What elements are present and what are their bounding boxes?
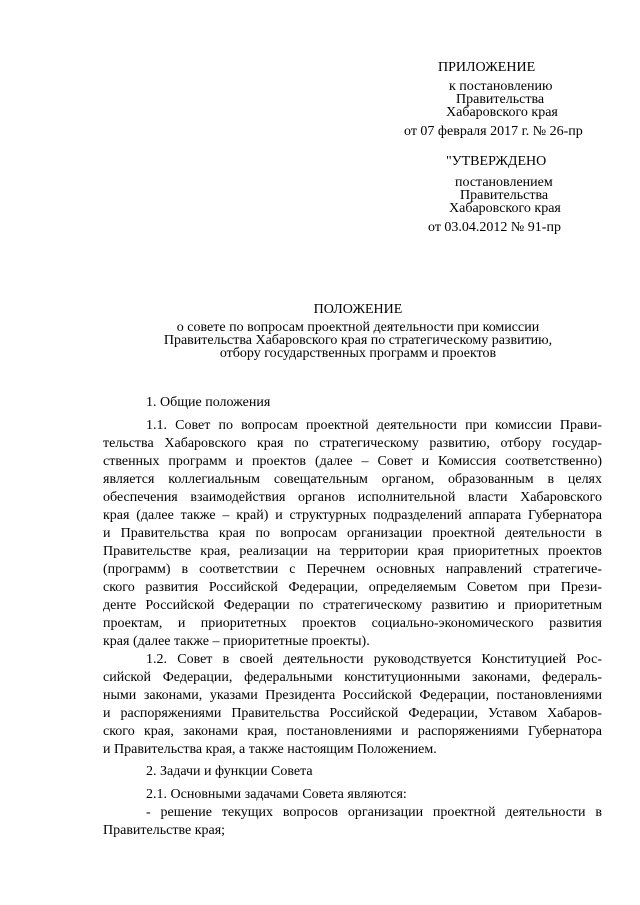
appendix-date: от 07 февраля 2017 г. № 26-пр xyxy=(404,124,583,139)
appendix-line: к постановлению xyxy=(449,79,553,94)
paragraph-line: ского развития Российской Федерации, определяемым Советом при Прези- xyxy=(103,580,602,595)
document-title: ПОЛОЖЕНИЕ xyxy=(313,302,403,317)
document-subtitle-line: о совете по вопросам проектной деятельности при комиссии xyxy=(176,320,540,335)
paragraph-line: и Правительства края, а также настоящим Положением. xyxy=(103,742,437,757)
paragraph-line: проектам, и приоритетных проектов социально-экономического развития xyxy=(103,616,602,631)
paragraph-line: 1.2. Совет в своей деятельности руководствуется Конституцией Рос- xyxy=(146,652,602,667)
approved-line: Хабаровского края xyxy=(449,201,561,216)
paragraph-line: - решение текущих вопросов организации проектной деятельности в xyxy=(146,805,602,820)
section-2-heading: 2. Задачи и функции Совета xyxy=(146,764,313,779)
paragraph-line: является коллегиальным совещательным органом, образованным в целях xyxy=(103,472,602,487)
paragraph-line: Правительстве края, реализации на территории края приоритетных проектов xyxy=(103,544,602,559)
paragraph-line: ского края, законами края, постановлениями и распоряжениями Губернатора xyxy=(103,724,602,739)
paragraph-line: края (далее также – край) и структурных подразделений аппарата Губернатора xyxy=(103,508,602,523)
approved-line: постановлением xyxy=(455,175,553,190)
paragraph-line: 1.1. Совет по вопросам проектной деятельности при комиссии Прави- xyxy=(146,418,602,433)
appendix-line: Хабаровского края xyxy=(446,105,558,120)
paragraph-line: Правительстве края; xyxy=(103,823,226,838)
paragraph-line: сийской Федерации, федеральными конституционными законами, федераль- xyxy=(103,670,602,685)
appendix-title: ПРИЛОЖЕНИЕ xyxy=(438,60,536,75)
paragraph-line: тельства Хабаровского края по стратегическому развитию, отбору государ- xyxy=(103,436,602,451)
document-subtitle-line: Правительства Хабаровского края по стратегическому развитию, xyxy=(163,333,553,348)
approved-date: от 03.04.2012 № 91-пр xyxy=(428,220,561,235)
paragraph-line: и распоряжениями Правительства Российской Федерации, Уставом Хабаров- xyxy=(103,706,602,721)
paragraph-line: (программ) в соответствии с Перечнем основных направлений стратегиче- xyxy=(103,562,602,577)
paragraph-line: обеспечения взаимодействия органов исполнительной власти Хабаровского xyxy=(103,490,602,505)
paragraph-line: края (далее также – приоритетные проекты). xyxy=(103,634,370,649)
appendix-line: Правительства xyxy=(456,92,545,107)
paragraph-line: ными законами, указами Президента Российской Федерации, постановлениями xyxy=(103,688,602,703)
approved-title: "УТВЕРЖДЕНО xyxy=(446,154,547,169)
approved-line: Правительства xyxy=(460,188,549,203)
paragraph-line: денте Российской Федерации по стратегическому развитию и приоритетным xyxy=(103,598,602,613)
document-subtitle-line: отбору государственных программ и проектов xyxy=(219,346,497,361)
section-1-heading: 1. Общие положения xyxy=(146,395,271,410)
paragraph-line: и Правительства края по вопросам организации проектной деятельности в xyxy=(103,526,602,541)
paragraph-line: 2.1. Основными задачами Совета являются: xyxy=(146,787,407,802)
paragraph-line: ственных программ и проектов (далее – Совет и Комиссия соответственно) xyxy=(103,454,602,469)
